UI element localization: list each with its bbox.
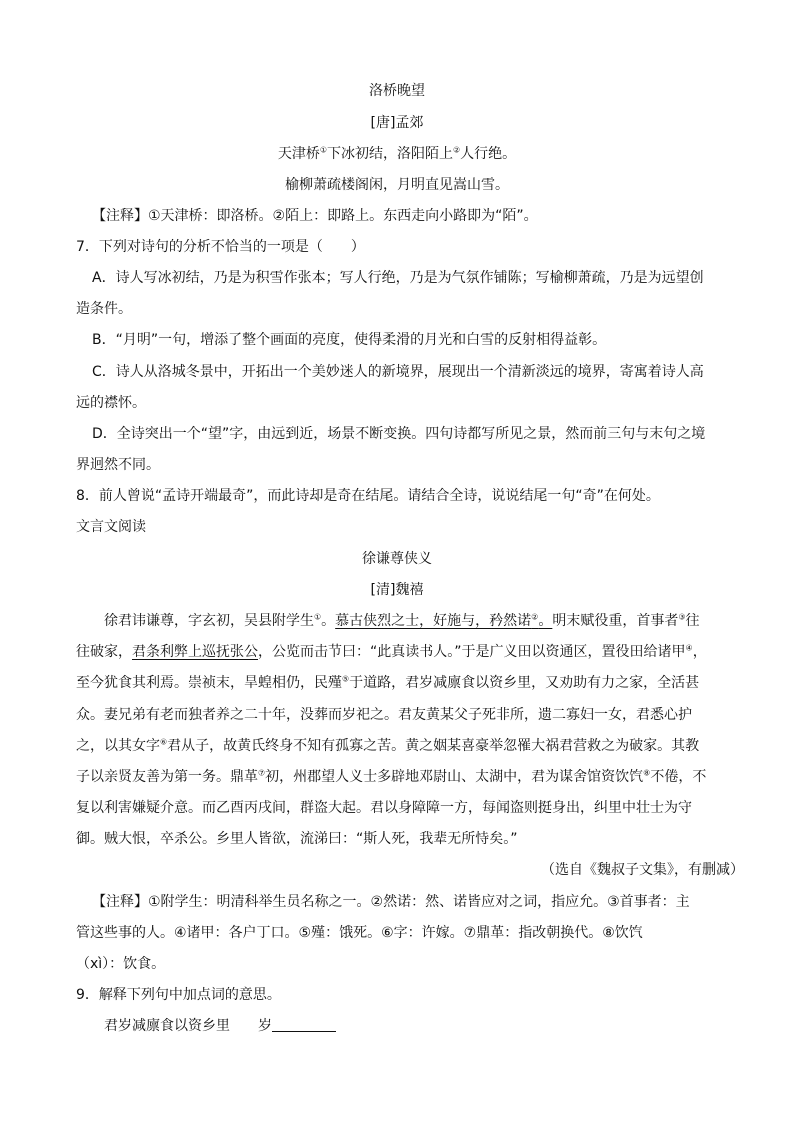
prose-line-3 [76, 673, 699, 693]
question-7-stem: 7．下列对诗句的分析不恰当的一项是（ ） [76, 239, 365, 255]
underlined-sentence: 君条利弊上巡抚张公 [132, 644, 258, 660]
prose-text: 子以亲贤友善为第一务。鼎革 [76, 769, 258, 785]
question-8-stem: 8．前人曾说“孟诗开端最奇”，而此诗却是奇在结尾。请结合全诗，说说结尾一句“奇”在何处。 [76, 488, 660, 504]
prose-line-1 [104, 611, 700, 631]
prose-line-7: 复以利害嫌疑介意。而乙酉丙戌间，群盗大起。君以身障障一方，每闻盗则挺身出，纠里中壮士为守 [76, 800, 692, 816]
prose-text: 不倦，不 [650, 769, 707, 785]
underlined-sentence [335, 613, 552, 629]
footnote-marker: ③ [678, 612, 686, 622]
q7-option-c-line1: C．诗人从洛城冬景中，开拓出一个美妙迷人的新境界，展现出一个清新淡远的境界，寄寓着诗人高 [92, 364, 704, 380]
footnote-marker: ① [314, 612, 322, 622]
q9-item-sentence: 君岁减廪食以资乡里 [104, 1018, 230, 1034]
footnote-marker: ⑧ [643, 768, 651, 778]
question-9-stem: 9．解释下列句中加点词的意思。 [76, 987, 281, 1003]
section-heading: 文言文阅读 [76, 519, 146, 535]
footnote-marker: ④ [685, 643, 693, 653]
prose-text: 徐君讳谦尊，字玄初，吴县附学生 [104, 613, 314, 629]
poem-line-1-a: 天津桥 [277, 146, 320, 162]
footnote-marker: ② [453, 145, 461, 155]
prose-text: 至今犹食其利焉。崇祯末，旱蝗相仍，民殣 [76, 675, 342, 691]
poem-line-2: 榆柳萧疏楼阁闲，月明直见嵩山雪。 [285, 177, 509, 193]
prose-line-6 [76, 767, 706, 787]
q7-option-d-line1: D．全诗突出一个“望”字，由远到近，场景不断变换。四句诗都写所见之景，然而前三句与末句之境 [92, 426, 706, 442]
prose-line-5 [76, 736, 699, 756]
prose-note-line3: （xì）：饮食。 [76, 956, 166, 972]
poem-line-1-c: 人行绝。 [460, 146, 517, 162]
q9-item-word: 岁 [258, 1018, 272, 1034]
q7-option-d-line2: 界迥然不同。 [76, 457, 160, 473]
q7-option-b: B．“月明”一句，增添了整个画面的亮度，使得柔滑的月光和白雪的反射相得益彰。 [92, 332, 607, 348]
prose-line-4: 众。妻兄弟有老而独者养之二十年，没葬而岁祀之。君友黄某父子死非所，遗二寡妇一女，君悉心护 [76, 707, 692, 723]
prose-text: ， [692, 644, 707, 660]
prose-text: 往破家， [76, 644, 132, 660]
footnote-marker: ⑥ [160, 737, 168, 747]
footnote-marker: ① [319, 145, 327, 155]
prose-text: 于道路，君岁减廪食以资乡里，又劝助有力之家，全活甚 [349, 675, 700, 691]
prose-text: 初，州郡望人义士多辟地邓尉山、太湖中，君为谋舍馆资饮饩 [265, 769, 644, 785]
prose-line-8: 御。贼大恨，卒杀公。乡里人皆欲，流涕曰：“斯人死，我辈无所恃矣。” [76, 831, 518, 847]
prose-text: ，公览而击节曰：“此真读书人。”于是广义田以资通区，置役田给诸甲 [258, 644, 686, 660]
prose-text: 慕古侠烈之士，好施与，矜然诺 [335, 613, 532, 629]
footnote-marker: ⑤ [342, 674, 350, 684]
q7-option-a-line1: A．诗人写冰初结，乃是为积雪作张本；写人行绝，乃是为气氛作铺陈；写榆柳萧疏，乃是为远望创 [92, 270, 704, 286]
poem-note: 【注释】①天津桥：即洛桥。②陌上：即路上。东西走向小路即为“陌”。 [92, 208, 538, 224]
prose-text: 君从子，故黄氏终身不知有孤寡之苦。黄之姻某喜豪举忽罹大祸君营救之为破家。其教 [167, 738, 700, 754]
prose-note-line2: 管这些事的人。④诸甲：各户丁口。⑤殣：饿死。⑥字：许嫁。⑦鼎革：指改朝换代。⑧饮饩 [76, 925, 643, 941]
q9-item [104, 1016, 336, 1036]
prose-line-2 [76, 642, 707, 662]
poem-line-1 [0, 144, 794, 164]
prose-title: 徐谦尊侠义 [362, 551, 432, 567]
prose-author: [清]魏禧 [370, 582, 424, 598]
prose-text: 。 [321, 613, 336, 629]
footnote-marker: ② [531, 612, 539, 622]
prose-text: 。 [538, 613, 553, 629]
prose-text: 明末赋役重，首事者 [552, 613, 679, 629]
footnote-marker: ⑦ [258, 768, 266, 778]
q7-option-c-line2: 远的襟怀。 [76, 395, 146, 411]
q7-option-a-line2: 造条件。 [76, 301, 132, 317]
prose-source: （选自《魏叔子文集》，有删减） [541, 862, 744, 878]
answer-blank[interactable] [272, 1017, 336, 1032]
poem-line-1-b: 下冰初结，洛阳陌上 [327, 146, 453, 162]
prose-note-line1: 【注释】①附学生：明清科举生员名称之一。②然诺：然、诺皆应对之词，指应允。③首事者：主 [92, 894, 690, 910]
prose-text: 之，以其女字 [76, 738, 160, 754]
poem-title: 洛桥晚望 [369, 83, 425, 99]
poem-author: [唐]孟郊 [370, 115, 424, 131]
prose-text: 往 [685, 613, 700, 629]
